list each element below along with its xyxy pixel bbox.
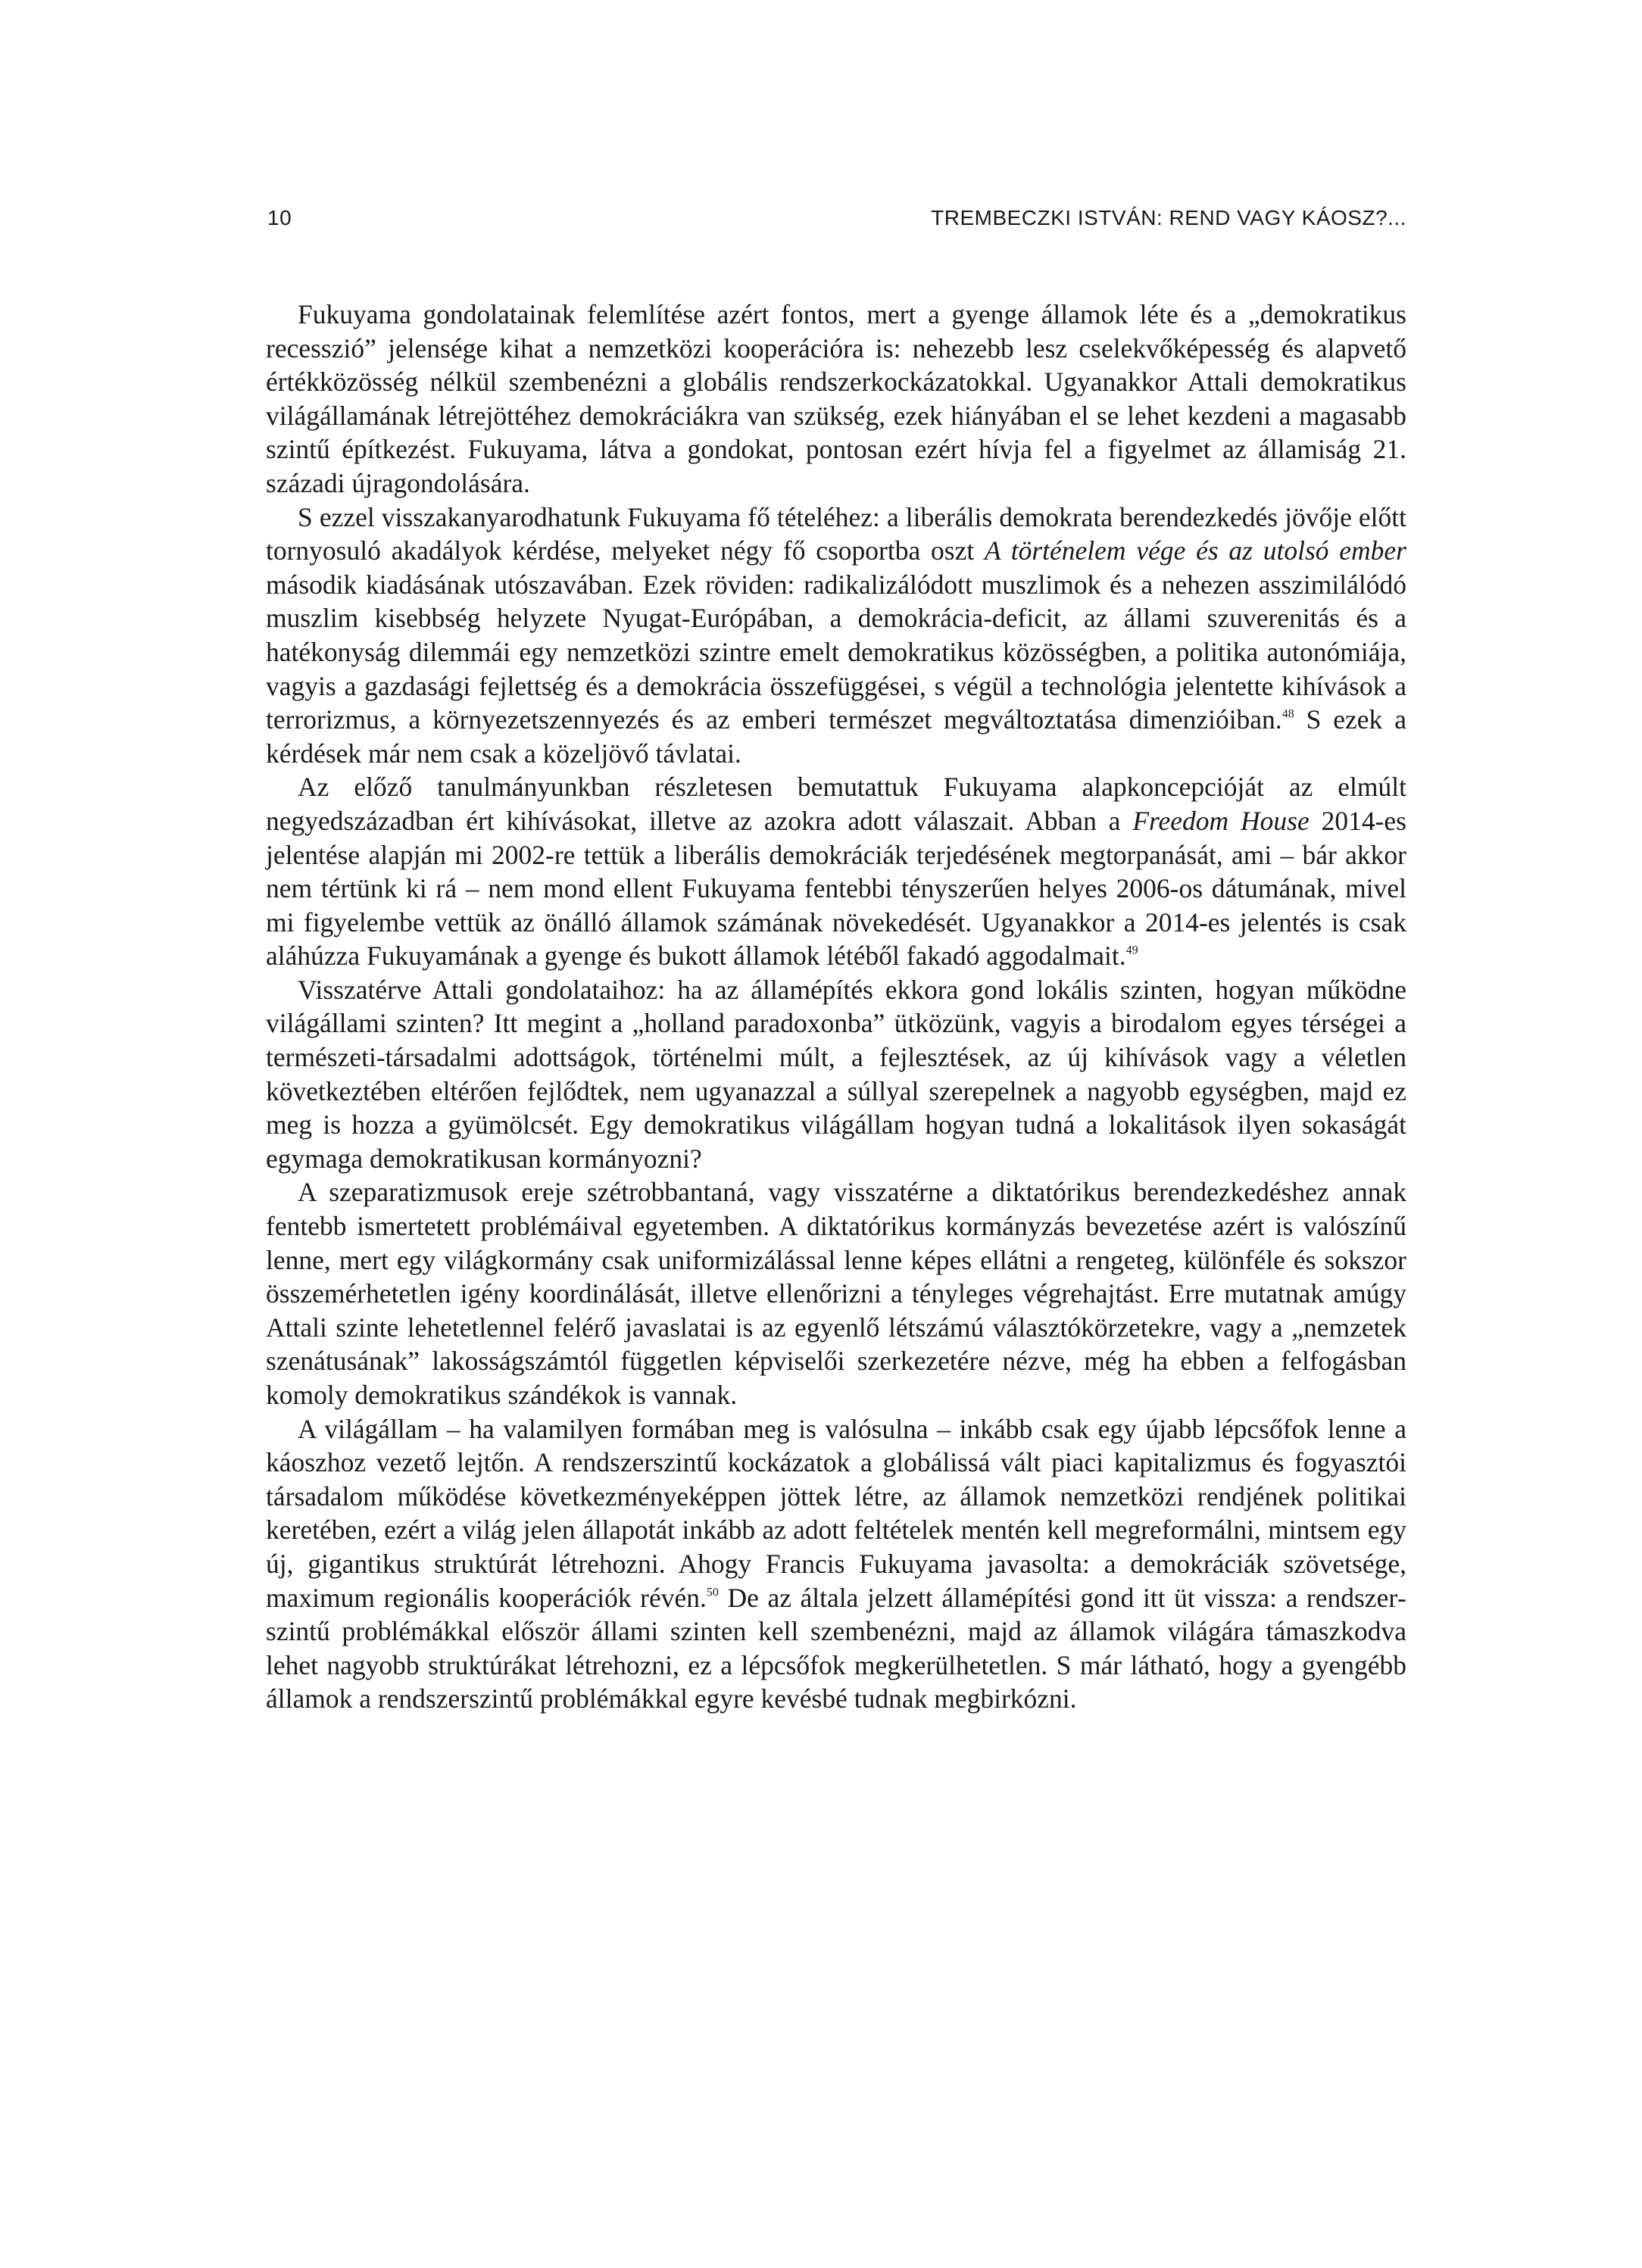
paragraph-6: A világállam – ha valamilyen formában meg is valósulna – inkább csak egy újabb lépcsőfok lenne a káoszhoz vezető lejtőn. A rendszerszintű kockázatok a globálissá vált piaci kapitalizmus és fogyasztói társadalom működése következményeképpen jöttek létre, az államok nemzetközi rendjének politikai keretében, ezért a világ jelen állapotát inkább az adott feltételek mentén kell megreformálni, mintsem egy új, gigantikus struktúrát létrehozni. Ahogy Francis Fukuyama javasolta: a demokráciák szövetsége, maximum regionális kooperációk révén.$^{50}$ De az általa jelzett államépítési gond itt üt vissza: a rendszerszintű problémákkal először állami szinten kell szembenézni, majd az államok világára támaszkodva lehet nagyobb struktúrákat létrehozni, ez a lépcsőfok megkerülhetetlen. S már látható, hogy a gyengébb államok a rendszerszintű problémákkal egyre kevésbé tudnak megbirkózni. [266, 1413, 1406, 1714]
page-number: 10 [267, 206, 292, 229]
body-text [266, 298, 1406, 1716]
paragraph-5: A szeparatizmusok ereje szétrobbantaná, vagy visszatérne a diktatórikus berendezkedéshez annak fentebb ismertetett problémáival egyetemben. A diktatórikus kormányzás bevezetése azért is valószínű lenne, mert egy világkormány csak uniformizálással lenne képes ellátni a rengeteg, különféle és sokszor összemérhetetlen igény koordinálását, illetve ellenőrizni a tényleges végrehajtást. Erre mutatnak amúgy Attali szinte lehetetlennel felérő javaslatai is az egyenlő létszámú választókörzetekre, vagy a „nemzetek szenátusának” lakosságszámtól független képviselői szerkezetére nézve, még ha ebben a felfogásban komoly demokratikus szándékok is vannak. [266, 1177, 1406, 1410]
paragraph-3: Az előző tanulmányunkban részletesen bemutattuk Fukuyama alapkoncepcióját az elmúlt negyedszázadban ért kihívásokat, illetve az azokra adott válaszait. Abban a Freedom House 2014-es jelentése alapján mi 2002-re tettük a liberális demokráciák terjedésének megtorpanását, ami – bár akkor nem tértünk ki rá – nem mond ellent Fukuyama fentebbi tényszerűen helyes 2006-os dátumának, mivel mi figyelembe vettük az önálló államok számának növekedését. Ugyanakkor a 2014-es jelentés is csak aláhúzza Fukuyamának a gyenge és bukott államok létéből fakadó aggodalmait.$^{49}$ [266, 772, 1406, 972]
page-header [267, 206, 1406, 244]
footnote-ref-50: 50 [706, 1586, 719, 1599]
freedom-house-italic: Freedom House [1132, 805, 1310, 836]
paragraph-4: Visszatérve Attali gondolataihoz: ha az államépítés ekkora gond lokális szinten, hogyan működne világállami szinten? Itt megint a „holland paradoxonba” ütközünk, vagyis a birodalom egyes térségei a természeti-társadalmi adottságok, történelmi múlt, a fejlesztések, az új kihívások vagy a véletlen következtében eltérően fejlődtek, nem ugyanazzal a súllyal szerepelnek a nagyobb egységben, majd ez meg is hozza a gyümölcsét. Egy demokratikus világállam hogyan tudná a lokalitások ilyen sokaságát egymaga demokratikusan kormányozni? [266, 974, 1406, 1174]
paragraph-1: Fukuyama gondolatainak felemlítése azért fontos, mert a gyenge államok léte és a „demokratikus recesszió” jelensége kihat a nemzetközi kooperációra is: nehezebb lesz cselekvőképesség és alapvető értékközösség nélkül szembenézni a globális rendszerkockázatokkal. Ugyanakkor Attali demokratikus világállamának létrejöttéhez demokráciákra van szükség, ezek hiányában el se lehet kezdeni a magasabb szintű építkezést. Fukuyama, látva a gondokat, pontosan ezért hívja fel a figyelmet az államiság 21. századi újragondolására. [266, 299, 1406, 498]
book-title-italic: A történelem vége és az utolsó ember [984, 535, 1406, 566]
footnote-ref-48: 48 [1281, 707, 1294, 721]
footnote-ref-49: 49 [1125, 944, 1138, 957]
running-title: TREMBECZKI ISTVÁN: REND VAGY KÁOSZ?... [931, 206, 1406, 229]
paragraph-2: S ezzel visszakanyarodhatunk Fukuyama fő tételéhez: a liberális demokrata berendezkedés jövője előtt tornyosuló akadályok kérdése, melyeket négy fő csoportba oszt A történelem vége és az utolsó ember második kiadásának utószavában. Ezek röviden: radikalizálódott muszlimok és a nehezen asszimilálódó muszlim kisebbség helyzete Nyugat-Európában, a demokrácia-deficit, az állami szuverenitás és a hatékonyság dilemmái egy nemzetközi szintre emelt demokratikus közösségben, a politika autonómiája, vagyis a gazdasági fejlettség és a demokrácia összefüggései, s végül a technológia jelentette kihívások a terrorizmus, a környezetszennyezés és az emberi természet megváltoztatása dimenzióiban.$^{48}$ S ezek a kérdések már nem csak a közeljövő távlatai. [266, 501, 1406, 769]
